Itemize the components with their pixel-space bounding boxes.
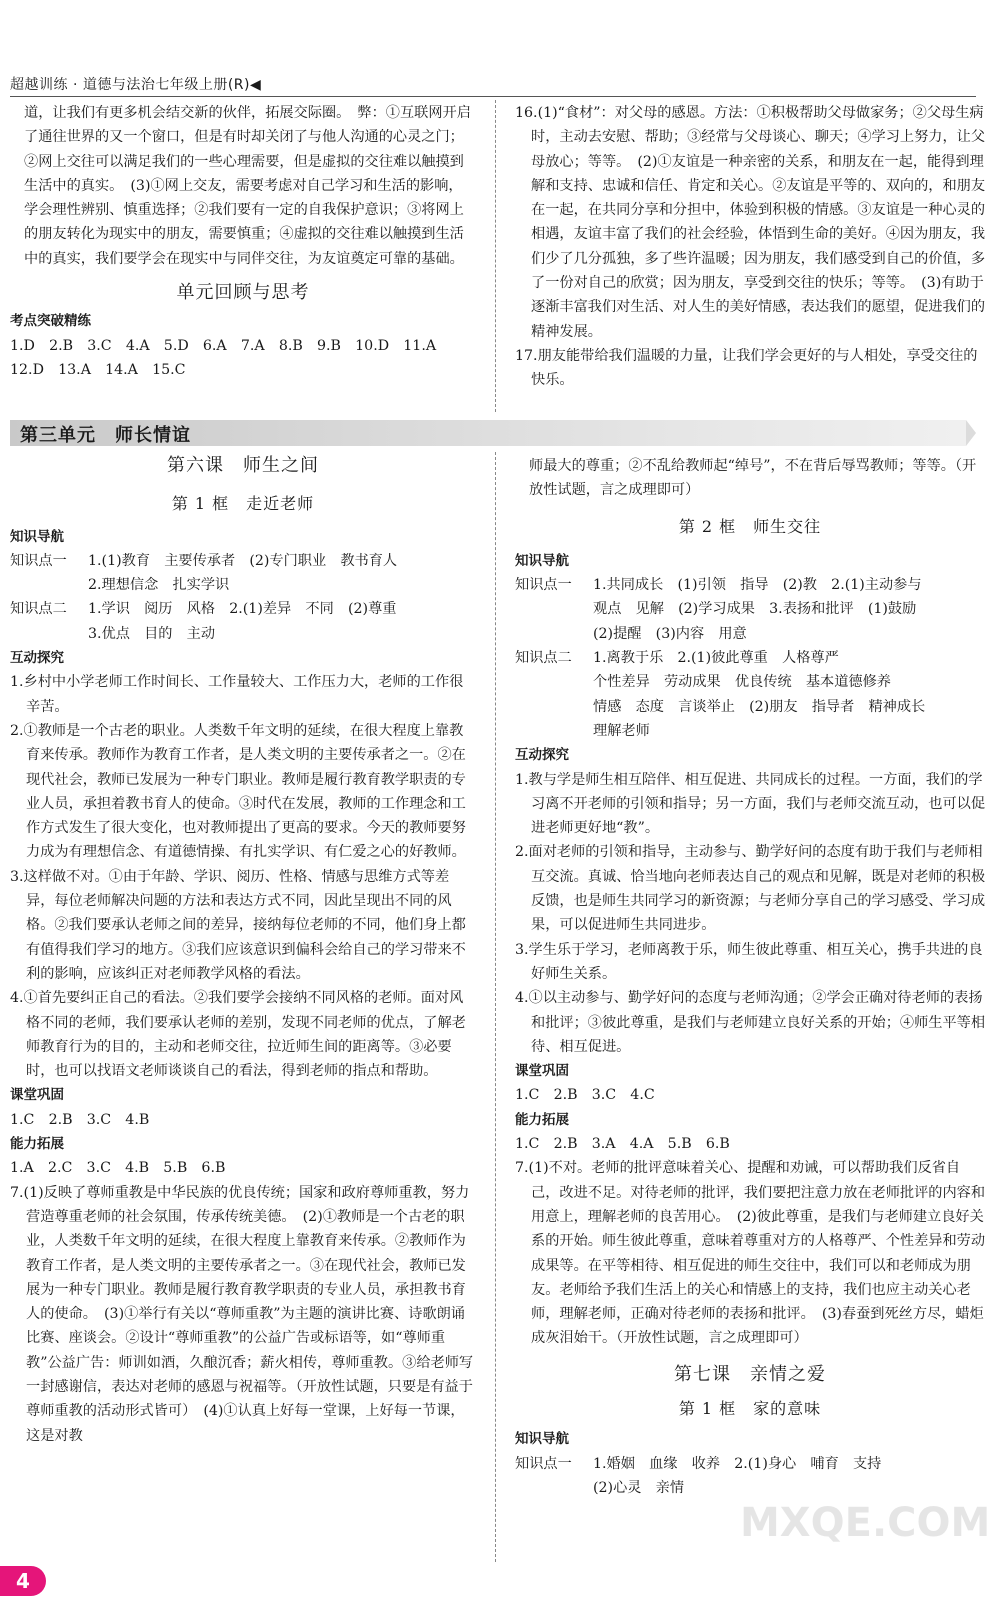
frame-title: 第 1 框 走近老师 — [171, 494, 315, 514]
kp-label: 知识点一 — [10, 552, 67, 569]
answer-q16: 16.(1)“食材”：对父母的感恩。方法：①积极帮助父母做家务；②父母生病时，主动去安慰、帮助；③经常与父母谈心、聊天；④学习上努力，让父母放心；等等。 (2)①友谊是一种亲密的关系，和朋友在一起，能得到理解和支持、忠诚和信任、肯定和关心。②友谊是平等的、双向的，和朋友在一起，在共同分享和分担中，体验到积极的情感。③友谊是一种心灵的相遇，友谊丰富了我们的社会经验，体悟到生命的美好。④因为朋友，我们少了几分孤独，多了些许温暖；因为朋友，我们感受到自己的价值，多了一份对自己的欣赏；因为朋友，享受到交往的快乐；等等。 (3)有助于逐渐丰富我们对生活、对人生的美好情感，表达我们的愿望，促进我们的精神发展。 — [515, 105, 986, 340]
lesson6-column — [10, 454, 476, 1448]
section-heading-drill: 考点突破精练 — [10, 313, 91, 330]
answer-line: 1.A 2.C 3.C 4.B 5.B 6.B — [10, 1160, 226, 1177]
kp-label: 知识点二 — [10, 601, 67, 618]
explore-answer: 3.这样做不对。①由于年龄、学识、阅历、性格、情感与思维方式等差异，每位老师解决问题的方法和表达方式不同，因此呈现出不同的风格。②我们要承认老师之间的差异，接纳每位老师的不同，他们身上都有值得我们学习的地方。③我们应该意识到偏科会给自己的学习带来不利的影响，应该纠正对老师教学风格的看法。 — [10, 868, 466, 982]
top-left-block — [10, 101, 476, 382]
kp-line: 情感 态度 言谈举止 (2)朋友 指导者 精神成长 — [593, 698, 926, 715]
kp-label: 知识点二 — [515, 650, 572, 667]
column-divider — [495, 452, 496, 1562]
explore-answer: 1.教与学是师生相互陪伴、相互促进、共同成长的过程。一方面，我们的学习离不开老师的引领和指导；另一方面，我们与老师交流互动，也可以促进老师更好地“教”。 — [515, 771, 986, 837]
continued-answer: 道，让我们有更多机会结交新的伙伴，拓展交际圈。 弊：①互联网开启了通往世界的又一个窗口，但是有时却关闭了与他人沟通的心灵之门；②网上交往可以满足我们的一些心理需要，但是虚拟的交往难以触摸到生活中的真实。 (3)①网上交友，需要考虑对自己学习和生活的影响，学会理性辨别、慎重选择；②我们要有一定的自我保护意识；③将网上的朋友转化为现实中的朋友，需要慎重；④虚拟的交往难以触摸到生活中的真实，我们要学会在现实中与同伴交往，为友谊奠定可靠的基础。 — [24, 105, 471, 267]
answer-q17: 17.朋友能带给我们温暖的力量，让我们学会更好的与人相处，享受交往的快乐。 — [515, 347, 978, 389]
section-heading-nav: 知识导航 — [10, 528, 64, 545]
kp-line: 1.共同成长 (1)引领 指导 (2)教 2.(1)主动参与 — [593, 577, 922, 594]
explore-answer: 4.①以主动参与、勤学好问的态度与老师沟通；②学会正确对待老师的表扬和批评；③彼此尊重，是我们与老师建立良好关系的开始；④师生平等相待、相互促进。 — [515, 990, 986, 1055]
explore-answer: 4.①首先要纠正自己的看法。②我们要学会接纳不同风格的老师。面对风格不同的老师，我们要承认老师的差别，发现不同老师的优点，了解老师教育行为的目的，主动和老师交往，拉近师生间的距离等。③必要时，也可以找语文老师谈谈自己的看法，得到老师的指点和帮助。 — [10, 990, 466, 1080]
top-right-block — [515, 101, 985, 393]
right-column — [515, 454, 985, 1500]
watermark-logo: MXQE.COM — [740, 1500, 991, 1546]
unit-banner-title: 第三单元 师长情谊 — [20, 425, 191, 446]
answer-line: 1.C 2.B 3.C 4.C — [515, 1087, 655, 1104]
column-divider — [495, 100, 496, 412]
knowledge-point-1 — [515, 1452, 985, 1501]
section-heading-explore: 互动探究 — [10, 650, 64, 667]
explore-answer: 1.乡村中小学老师工作时间长、工作量较大、工作压力大，老师的工作很辛苦。 — [10, 674, 464, 715]
section-heading-consolidate: 课堂巩固 — [10, 1087, 64, 1104]
explore-answer: 3.学生乐于学习，老师离教于乐，师生彼此尊重、相互关心，携手共进的良好师生关系。 — [515, 941, 983, 982]
kp-label: 知识点一 — [515, 577, 572, 594]
kp-label: 知识点一 — [515, 1455, 572, 1472]
unit-review-title: 单元回顾与思考 — [176, 282, 310, 304]
answer-q7: 7.(1)不对。老师的批评意味着关心、提醒和劝诫，可以帮助我们反省自己，改进不足。对待老师的批评，我们要把注意力放在老师批评的内容和用意上，理解老师的良苦用心。 (2)彼此尊重，是我们与老师建立良好关系的开始。师生彼此尊重，意味着尊重对方的人格尊严、个性差异和劳动成果等。在平等相待、相互促进的师生交往中，我们可以和老师成为朋友。老师给予我们生活上的关心和情感上的支持，我们也应主动关心老师，理解老师，正确对待老师的表扬和批评。 (3)春蚕到死丝方尽，蜡炬成灰泪始干。（开放性试题，言之成理即可） — [515, 1160, 986, 1347]
section-heading-consolidate: 课堂巩固 — [515, 1063, 569, 1080]
page-number: 4 — [0, 1566, 46, 1596]
header-rule — [10, 96, 976, 97]
continued-answer: 师最大的尊重；②不乱给教师起“绰号”，不在背后辱骂教师；等等。（开放性试题，言之成理即可） — [529, 458, 977, 499]
knowledge-point-2 — [515, 646, 985, 743]
kp-line: 个性差异 劳动成果 优良传统 基本道德修养 — [593, 674, 891, 691]
kp-line: (2)提醒 (3)内容 用意 — [593, 625, 747, 642]
section-heading-extend: 能力拓展 — [10, 1136, 64, 1153]
answer-line: 1.C 2.B 3.C 4.B — [10, 1111, 150, 1128]
section-heading-extend: 能力拓展 — [515, 1111, 569, 1128]
lesson-title: 第六课 师生之间 — [167, 455, 319, 476]
kp-line: 理解老师 — [593, 722, 650, 739]
knowledge-point-1 — [515, 573, 985, 646]
kp-line: 1.婚姻 血缘 收养 2.(1)身心 哺育 支持 — [593, 1455, 882, 1472]
answer-line: 1.C 2.B 3.A 4.A 5.B 6.B — [515, 1136, 730, 1153]
kp-line: 3.优点 目的 主动 — [88, 625, 216, 642]
frame-title: 第 1 框 家的意味 — [678, 1398, 822, 1418]
answer-q7: 7.(1)反映了尊师重教是中华民族的优良传统；国家和政府尊师重教，努力营造尊重老师的社会氛围，传承传统美德。 (2)①教师是一个古老的职业，人类数千年文明的延续，在很大程度上靠教育来传承。②教师作为教育工作者，是人类文明的主要传承者之一。③在现代社会，教师已发展为一种专门职业。教师是履行教育教学职责的专业人员，承担教书育人的使命。 (3)①举行有关以“尊师重教”为主题的演讲比赛、诗歌朗诵比赛、座谈会。②设计“尊师重教”的公益广告或标语等，如“尊师重教”公益广告：师训如酒，久酿沉香；薪火相传，尊师重教。③给老师写一封感谢信，表达对老师的感恩与祝福等。（开放性试题，只要是有益于尊师重教的活动形式皆可） (4)①认真上好每一堂课，上好每一节课，这是对教 — [10, 1184, 474, 1444]
knowledge-point-1 — [10, 549, 476, 598]
answer-line: 1.D 2.B 3.C 4.A 5.D 6.A 7.A 8.B 9.B 10.D 11.A — [10, 337, 437, 354]
section-heading-nav: 知识导航 — [515, 1431, 569, 1448]
explore-answer: 2.①教师是一个古老的职业。人类数千年文明的延续，在很大程度上靠教育来传承。教师作为教育工作者，是人类文明的主要传承者之一。②在现代社会，教师已发展为一种专门职业。教师是履行教育教学职责的专业人员，承担着教书育人的使命。③时代在发展，教师的工作理念和工作方式发生了很大变化，也对教师提出了更高的要求。今天的教师要努力成为有理想信念、有道德情操、有扎实学识、有仁爱之心的好教师。 — [10, 722, 466, 861]
kp-line: (2)心灵 亲情 — [593, 1479, 685, 1496]
section-heading-nav: 知识导航 — [515, 552, 569, 569]
lesson-title: 第七课 亲情之爱 — [674, 1363, 826, 1385]
page-header: 超越训练 · 道德与法治七年级上册(R)◀ — [10, 77, 262, 93]
banner-arrow — [966, 420, 976, 446]
knowledge-point-2 — [10, 597, 476, 646]
kp-line: 1.(1)教育 主要传承者 (2)专门职业 教书育人 — [88, 552, 398, 569]
answer-line: 12.D 13.A 14.A 15.C — [10, 361, 186, 378]
kp-line: 1.学识 阅历 风格 2.(1)差异 不同 (2)尊重 — [88, 601, 397, 618]
explore-answer: 2.面对老师的引领和指导，主动参与、勤学好问的态度有助于我们与老师相互交流。真诚、恰当地向老师表达自己的观点和见解，既是对老师的积极反馈，也是师生共同学习的新资源；与老师分享自己的学习感受、学习成果，可以促进师生共同进步。 — [515, 844, 986, 934]
kp-line: 1.离教于乐 2.(1)彼此尊重 人格尊严 — [593, 650, 839, 667]
section-heading-explore: 互动探究 — [515, 747, 569, 764]
kp-line: 观点 见解 (2)学习成果 3.表扬和批评 (1)鼓励 — [593, 601, 917, 618]
frame-title: 第 2 框 师生交往 — [678, 516, 822, 536]
kp-line: 2.理想信念 扎实学识 — [88, 577, 230, 594]
